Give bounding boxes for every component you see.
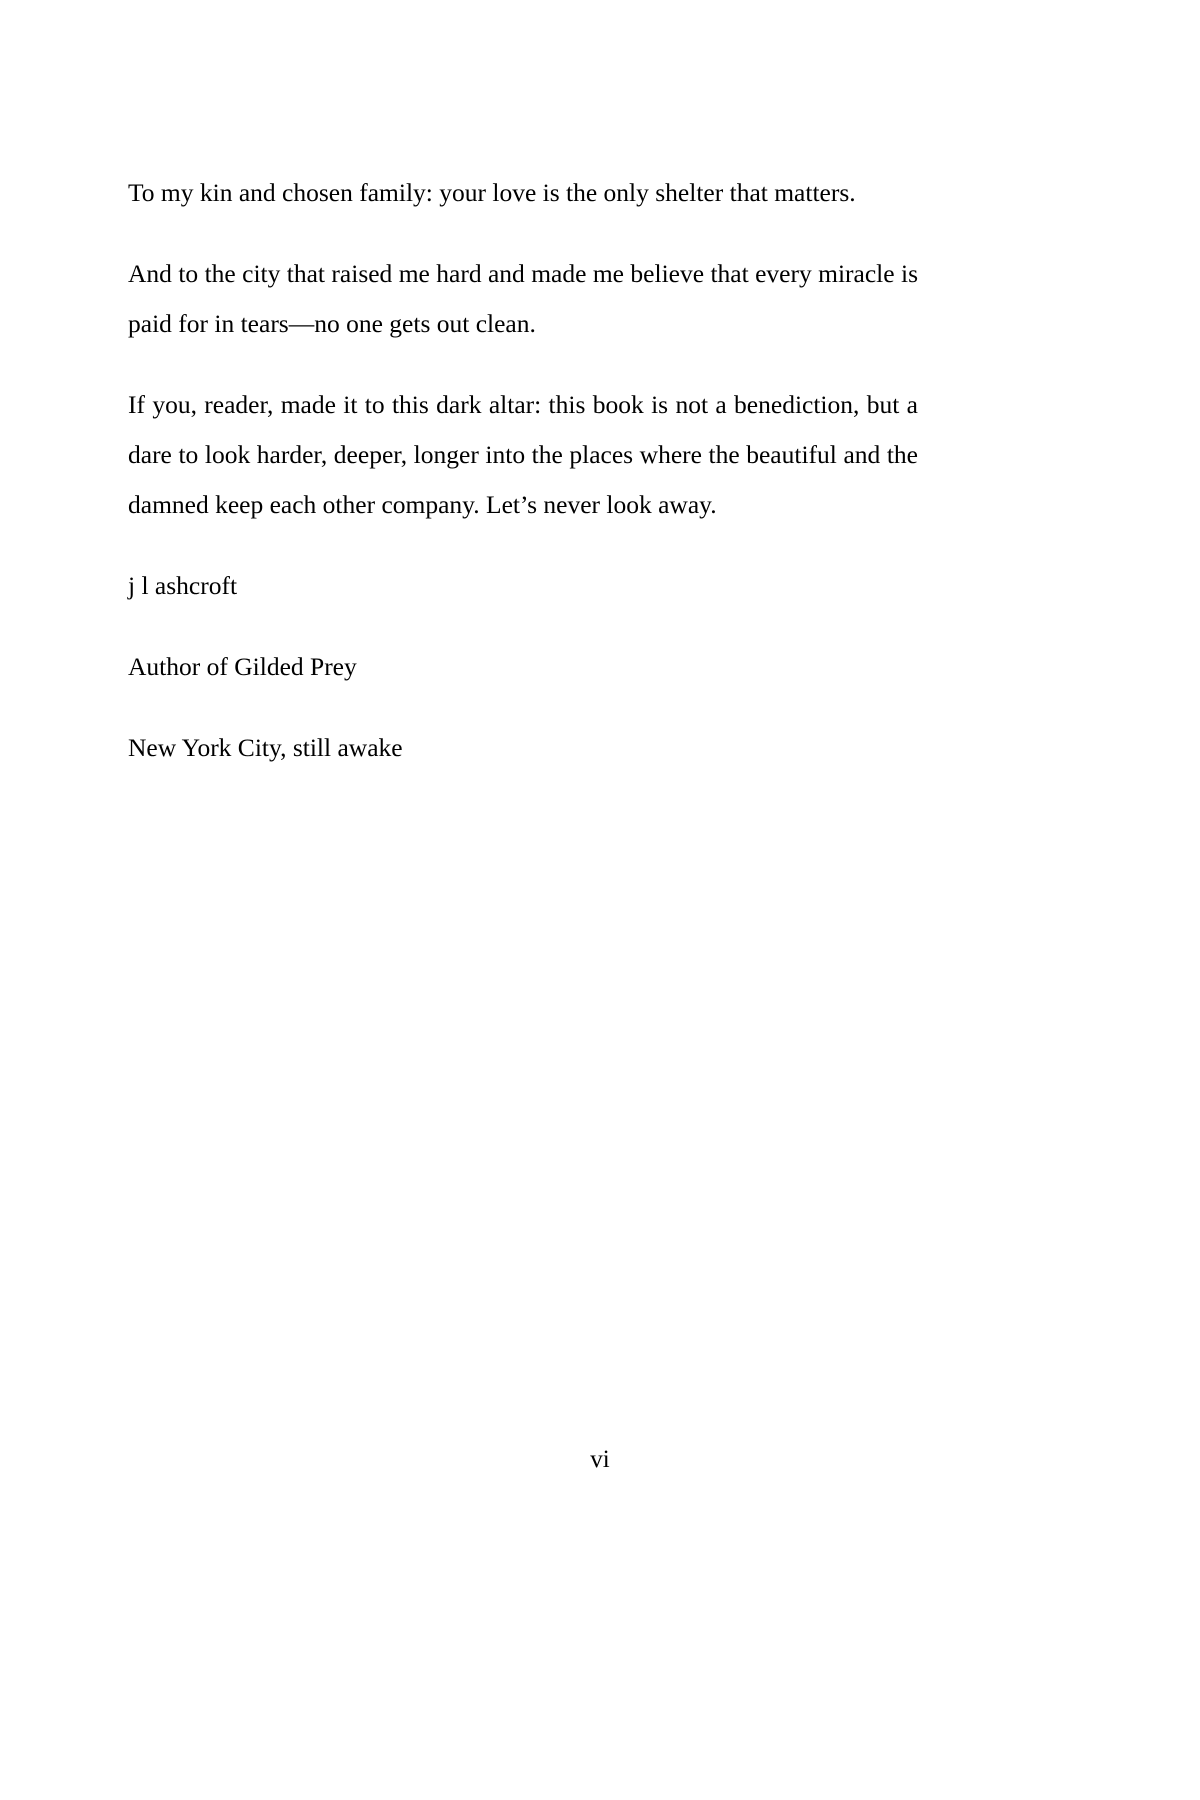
signature-author-name: j l ashcroft — [128, 571, 238, 600]
signature-place-line: New York City, still awake — [128, 733, 403, 762]
page-folio-number: vi — [590, 1446, 610, 1473]
dedication-paragraph-2: And to the city that raised me hard and made me believe that every miracle is paid for in tears—no one gets out clean. — [128, 259, 918, 338]
dedication-text-block — [128, 168, 918, 773]
dedication-paragraph-3: If you, reader, made it to this dark altar: this book is not a benediction, but a dare to look harder, deeper, longer into the places where the beautiful and the damned keep each other company. Let’s never look away. — [128, 390, 918, 519]
dedication-paragraph-1: To my kin and chosen family: your love is the only shelter that matters. — [128, 178, 856, 207]
signature-author-credit: Author of Gilded Prey — [128, 652, 357, 681]
